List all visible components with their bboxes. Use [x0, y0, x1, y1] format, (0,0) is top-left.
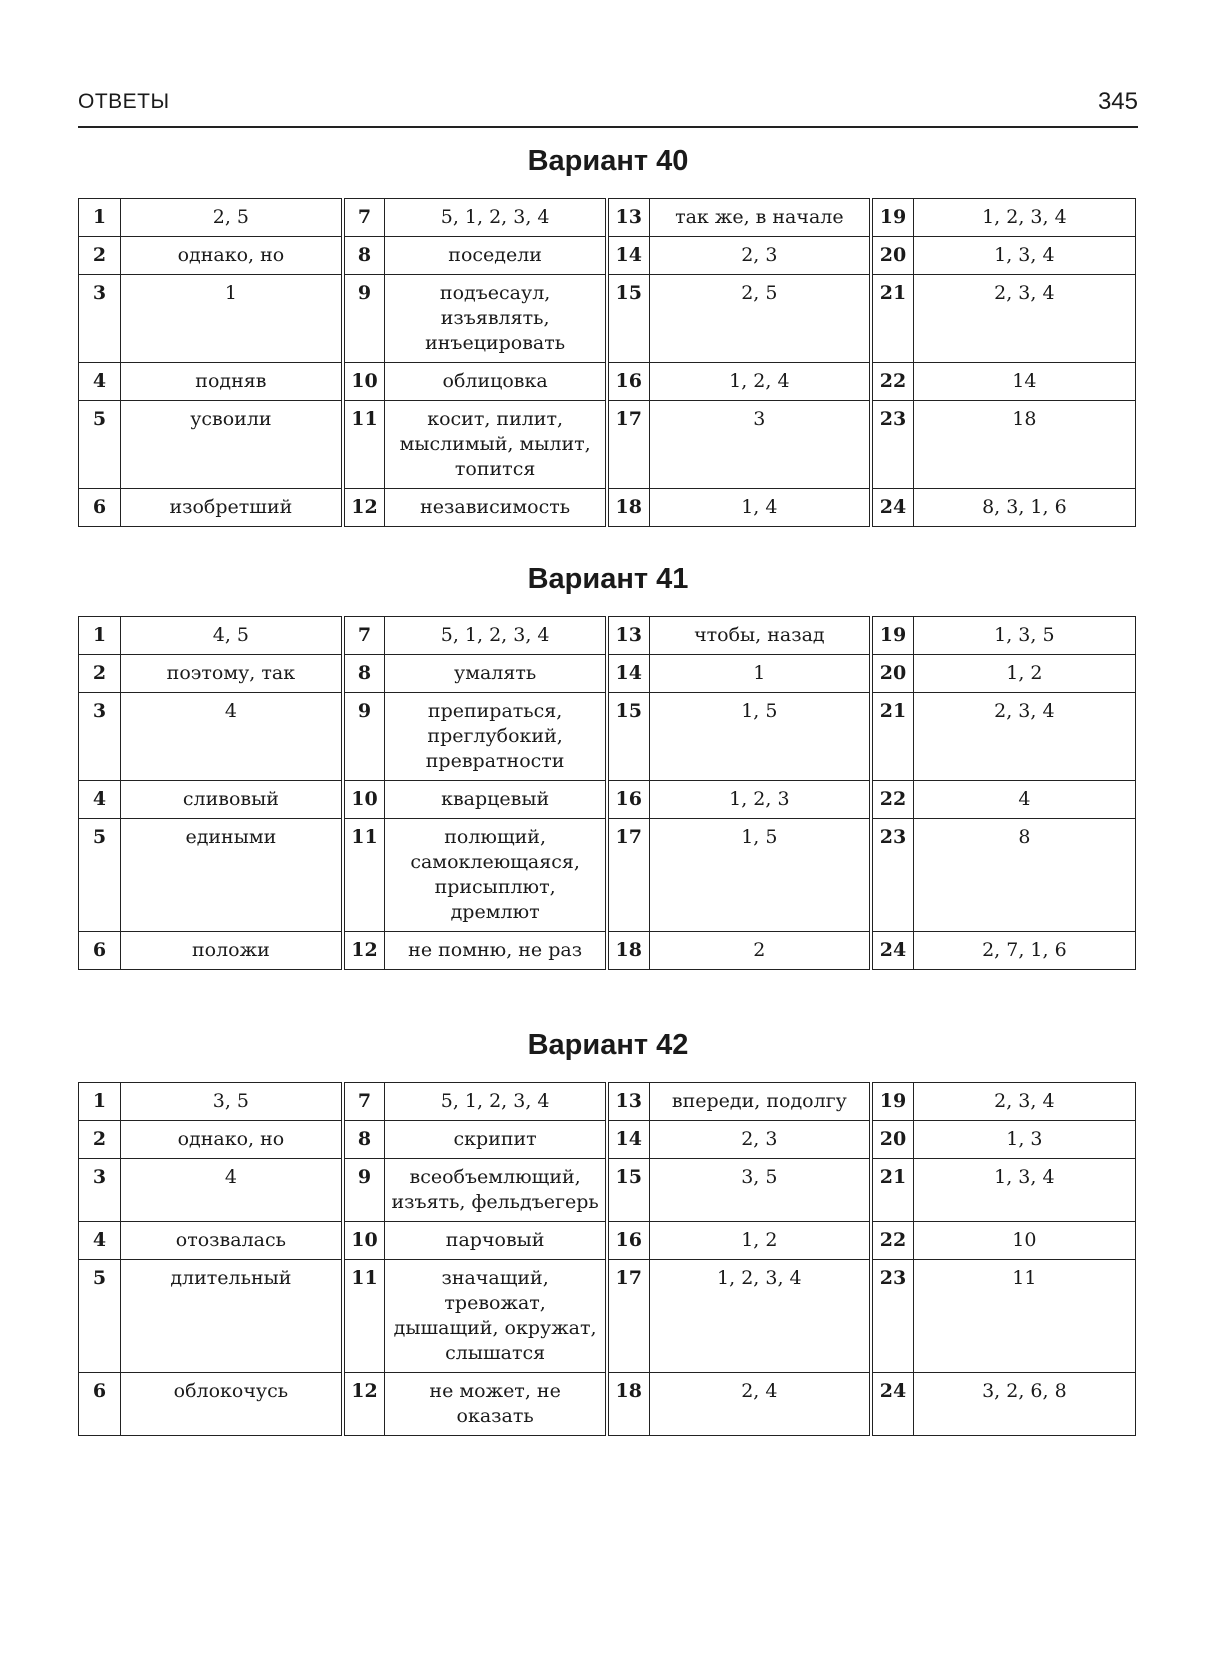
task-number: 17	[607, 1260, 649, 1373]
answer-cell: отозвалась	[121, 1222, 343, 1260]
answer-cell: 1, 5	[649, 693, 871, 781]
answer-cell: усвоили	[121, 401, 343, 489]
task-number: 15	[607, 275, 649, 363]
answer-cell: 1, 5	[649, 819, 871, 932]
answer-cell: подняв	[121, 363, 343, 401]
task-number: 7	[343, 199, 385, 237]
answer-cell: 2, 3, 4	[913, 1083, 1135, 1121]
variant-title: Вариант 42	[527, 1029, 689, 1061]
answer-cell: 1, 4	[649, 489, 871, 527]
table-row	[79, 489, 1136, 527]
answer-cell: скрипит	[385, 1121, 607, 1159]
table-row	[79, 617, 1136, 655]
answer-cell: 4	[121, 1159, 343, 1222]
section-label: ОТВЕТЫ	[78, 90, 170, 113]
task-number: 19	[871, 617, 913, 655]
answer-cell: 2, 5	[121, 199, 343, 237]
answer-cell: положи	[121, 932, 343, 970]
answer-cell: 3, 2, 6, 8	[913, 1373, 1135, 1436]
answer-cell: 5, 1, 2, 3, 4	[385, 1083, 607, 1121]
task-number: 7	[343, 617, 385, 655]
answer-cell: 2, 3	[649, 237, 871, 275]
task-number: 13	[607, 1083, 649, 1121]
task-number: 23	[871, 1260, 913, 1373]
variant-42	[78, 1024, 1138, 1436]
answer-cell: 1, 2, 3, 4	[913, 199, 1135, 237]
answer-cell: 1, 2, 4	[649, 363, 871, 401]
answer-cell: препираться, преглубокий, превратности	[385, 693, 607, 781]
answer-cell: однако, но	[121, 1121, 343, 1159]
task-number: 15	[607, 693, 649, 781]
answer-cell: 1, 2, 3	[649, 781, 871, 819]
answer-cell: 1	[121, 275, 343, 363]
task-number: 9	[343, 1159, 385, 1222]
task-number: 14	[607, 1121, 649, 1159]
answer-cell: 1, 2	[913, 655, 1135, 693]
answer-cell: впереди, подолгу	[649, 1083, 871, 1121]
task-number: 7	[343, 1083, 385, 1121]
answer-cell: 2, 3	[649, 1121, 871, 1159]
answer-cell: поседели	[385, 237, 607, 275]
task-number: 11	[343, 819, 385, 932]
answer-cell: облицовка	[385, 363, 607, 401]
variant-title: Вариант 40	[527, 145, 689, 177]
task-number: 12	[343, 932, 385, 970]
answer-cell: 5, 1, 2, 3, 4	[385, 617, 607, 655]
task-number: 10	[343, 1222, 385, 1260]
task-number: 2	[79, 237, 121, 275]
table-row	[79, 1159, 1136, 1222]
task-number: 14	[607, 655, 649, 693]
page-number: 345	[1097, 88, 1138, 115]
answer-cell: 4	[913, 781, 1135, 819]
table-row	[79, 1260, 1136, 1373]
answer-cell: не помню, не раз	[385, 932, 607, 970]
answer-cell: длительный	[121, 1260, 343, 1373]
task-number: 18	[607, 489, 649, 527]
task-number: 10	[343, 363, 385, 401]
answer-cell: всеобъемлющий, изъять, фельдъегерь	[385, 1159, 607, 1222]
task-number: 4	[79, 781, 121, 819]
task-number: 15	[607, 1159, 649, 1222]
table-row	[79, 655, 1136, 693]
answer-cell: 1, 3, 4	[913, 1159, 1135, 1222]
answer-cell: поэтому, так	[121, 655, 343, 693]
task-number: 11	[343, 1260, 385, 1373]
answer-cell: подъесаул, изъявлять, инъецировать	[385, 275, 607, 363]
task-number: 16	[607, 781, 649, 819]
answer-cell: 8, 3, 1, 6	[913, 489, 1135, 527]
task-number: 24	[871, 1373, 913, 1436]
answer-cell: 2, 7, 1, 6	[913, 932, 1135, 970]
variant-41	[78, 558, 1138, 970]
task-number: 5	[79, 819, 121, 932]
task-number: 2	[79, 1121, 121, 1159]
answer-cell: сливовый	[121, 781, 343, 819]
answer-cell: 2, 5	[649, 275, 871, 363]
answer-cell: 5, 1, 2, 3, 4	[385, 199, 607, 237]
answer-cell: не может, не оказать	[385, 1373, 607, 1436]
task-number: 9	[343, 275, 385, 363]
answer-cell: 1, 3	[913, 1121, 1135, 1159]
task-number: 17	[607, 819, 649, 932]
answer-cell: чтобы, назад	[649, 617, 871, 655]
answer-cell: 1, 2	[649, 1222, 871, 1260]
answer-cell: 1	[649, 655, 871, 693]
answer-cell: полющий, самоклеющаяся, присыплют, дремлют	[385, 819, 607, 932]
answer-cell: 1, 3, 4	[913, 237, 1135, 275]
table-row	[79, 693, 1136, 781]
table-row	[79, 275, 1136, 363]
answer-cell: косит, пилит, мыслимый, мылит, топится	[385, 401, 607, 489]
task-number: 19	[871, 199, 913, 237]
table-row	[79, 363, 1136, 401]
table-row	[79, 1222, 1136, 1260]
task-number: 20	[871, 1121, 913, 1159]
task-number: 12	[343, 489, 385, 527]
task-number: 3	[79, 275, 121, 363]
task-number: 24	[871, 932, 913, 970]
task-number: 16	[607, 1222, 649, 1260]
task-number: 3	[79, 1159, 121, 1222]
task-number: 19	[871, 1083, 913, 1121]
answer-cell: 2, 3, 4	[913, 693, 1135, 781]
answer-cell: изобретший	[121, 489, 343, 527]
answers-table	[78, 1082, 1136, 1436]
task-number: 1	[79, 199, 121, 237]
answer-cell: 4, 5	[121, 617, 343, 655]
answer-cell: парчовый	[385, 1222, 607, 1260]
task-number: 14	[607, 237, 649, 275]
answer-cell: 1, 3, 5	[913, 617, 1135, 655]
task-number: 4	[79, 363, 121, 401]
page-header	[78, 86, 1138, 128]
table-row	[79, 1083, 1136, 1121]
task-number: 16	[607, 363, 649, 401]
task-number: 21	[871, 1159, 913, 1222]
task-number: 22	[871, 363, 913, 401]
variant-40	[78, 140, 1138, 527]
answer-cell: 14	[913, 363, 1135, 401]
table-row	[79, 401, 1136, 489]
task-number: 2	[79, 655, 121, 693]
answer-cell: независимость	[385, 489, 607, 527]
answer-cell: 2, 3, 4	[913, 275, 1135, 363]
task-number: 3	[79, 693, 121, 781]
task-number: 23	[871, 401, 913, 489]
answer-cell: кварцевый	[385, 781, 607, 819]
table-row	[79, 819, 1136, 932]
task-number: 23	[871, 819, 913, 932]
answers-table	[78, 198, 1136, 527]
answer-cell: умалять	[385, 655, 607, 693]
answer-cell: 4	[121, 693, 343, 781]
answer-cell: облокочусь	[121, 1373, 343, 1436]
table-row	[79, 199, 1136, 237]
task-number: 8	[343, 655, 385, 693]
answer-cell: 1, 2, 3, 4	[649, 1260, 871, 1373]
answer-cell: 3, 5	[649, 1159, 871, 1222]
task-number: 21	[871, 693, 913, 781]
table-row	[79, 932, 1136, 970]
answer-cell: 10	[913, 1222, 1135, 1260]
task-number: 8	[343, 237, 385, 275]
task-number: 5	[79, 1260, 121, 1373]
answer-cell: так же, в начале	[649, 199, 871, 237]
task-number: 20	[871, 237, 913, 275]
task-number: 1	[79, 1083, 121, 1121]
task-number: 6	[79, 1373, 121, 1436]
task-number: 17	[607, 401, 649, 489]
answer-cell: однако, но	[121, 237, 343, 275]
answer-cell: 18	[913, 401, 1135, 489]
table-row	[79, 237, 1136, 275]
task-number: 13	[607, 199, 649, 237]
task-number: 1	[79, 617, 121, 655]
answer-cell: 11	[913, 1260, 1135, 1373]
task-number: 22	[871, 781, 913, 819]
task-number: 6	[79, 489, 121, 527]
task-number: 10	[343, 781, 385, 819]
task-number: 9	[343, 693, 385, 781]
task-number: 24	[871, 489, 913, 527]
table-row	[79, 1121, 1136, 1159]
task-number: 11	[343, 401, 385, 489]
task-number: 12	[343, 1373, 385, 1436]
answer-cell: 2, 4	[649, 1373, 871, 1436]
answer-cell: значащий, тревожат, дышащий, окружат, слышатся	[385, 1260, 607, 1373]
answer-cell: 3, 5	[121, 1083, 343, 1121]
table-row	[79, 1373, 1136, 1436]
task-number: 13	[607, 617, 649, 655]
variant-title: Вариант 41	[527, 563, 689, 595]
answer-cell: едиными	[121, 819, 343, 932]
task-number: 5	[79, 401, 121, 489]
task-number: 6	[79, 932, 121, 970]
task-number: 20	[871, 655, 913, 693]
task-number: 18	[607, 932, 649, 970]
task-number: 21	[871, 275, 913, 363]
table-row	[79, 781, 1136, 819]
task-number: 22	[871, 1222, 913, 1260]
task-number: 8	[343, 1121, 385, 1159]
answer-cell: 3	[649, 401, 871, 489]
answer-cell: 2	[649, 932, 871, 970]
task-number: 18	[607, 1373, 649, 1436]
task-number: 4	[79, 1222, 121, 1260]
answer-cell: 8	[913, 819, 1135, 932]
answers-table	[78, 616, 1136, 970]
